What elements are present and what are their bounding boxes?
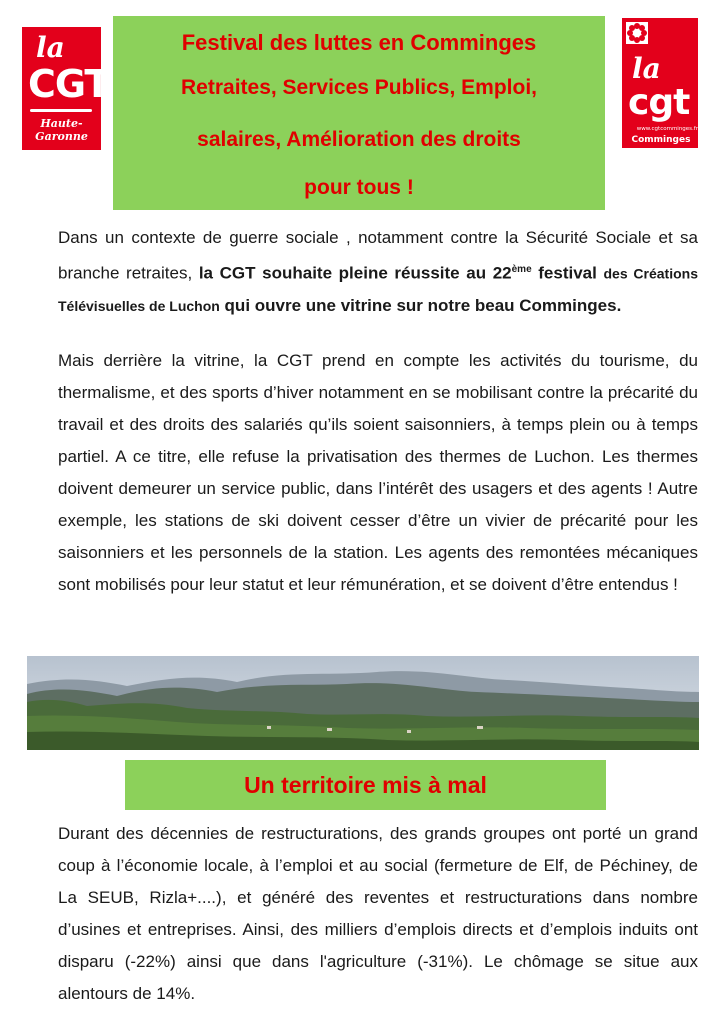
intro-bold-3: qui ouvre une vitrine sur notre beau Comminges. (219, 295, 622, 315)
intro-bold-1: la CGT souhaite pleine réussite au 22 (198, 263, 512, 283)
body-paragraph-3: Durant des décennies de restructurations, des grands groupes ont porté un grand coup à l’économie locale, à l’emploi et au social (fermeture de Elf, de Péchiney, de La SEUB, Rizla+....), et généré des reventes et restructurations dans nombre d’usines et entreprises. Ainsi, des milliers d’emplois directs et d’emplois induits ont disparu (-22%) ainsi que dans l'agriculture (-31%). Le chômage se situe aux alentours de 14%. (58, 824, 698, 1003)
logo-la-text: la (632, 52, 661, 85)
logo-url-text: www.cgtcomminges.fr (636, 126, 698, 132)
header-banner (113, 16, 605, 210)
logo-la-text: la (36, 31, 65, 64)
subtitle-line-2: salaires, Amélioration des droits (197, 128, 521, 151)
logo-wave (30, 109, 92, 112)
section-title: Un territoire mis à mal (244, 772, 487, 798)
page-title: Festival des luttes en Comminges (181, 30, 537, 55)
intro-superscript: ème (511, 264, 532, 275)
logo-region-text: Comminges (631, 135, 691, 145)
body-paragraph-2: Mais derrière la vitrine, la CGT prend en compte les activités du tourisme, du thermalisme, et des sports d’hiver notamment en se mobilisant contre la précarité du travail et des droits des salariés qu’ils soient saisonniers, à temps plein ou à temps partiel. A ce titre, elle refuse la privatisation des thermes de Luchon. Les thermes doivent demeurer un service public, dans l’intérêt des usagers et des agents ! Autre exemple, les stations de ski doivent cesser d’être un vivier de précarité pour les saisonniers et les personnels de la station. Les agents des remontées mécaniques sont mobilisés pour leur statut et leur rémunération, et se doivent d’être entendus ! (58, 351, 698, 594)
logo-cgt-text: CGT (28, 62, 110, 106)
subtitle-line-3: pour tous ! (304, 176, 414, 199)
cgt-haute-garonne-logo (22, 27, 110, 150)
logo-cgt-text: cgt (628, 82, 690, 123)
cgt-comminges-logo (622, 18, 698, 148)
section-heading-banner (125, 760, 606, 810)
occitan-cross-icon (626, 22, 648, 44)
intro-festival-name: des Créations Télévisuelles de Luchon (58, 265, 698, 314)
intro-bold-2: festival (531, 263, 604, 283)
landscape-photo (27, 656, 699, 750)
logo-region-text: Haute-Garonne (35, 117, 88, 143)
intro-text-1: Dans un contexte de guerre sociale , notamment contre la Sécurité Sociale et sa branche retraites, (58, 228, 698, 283)
intro-paragraph (58, 222, 698, 322)
subtitle-line-1: Retraites, Services Publics, Emploi, (181, 76, 537, 99)
